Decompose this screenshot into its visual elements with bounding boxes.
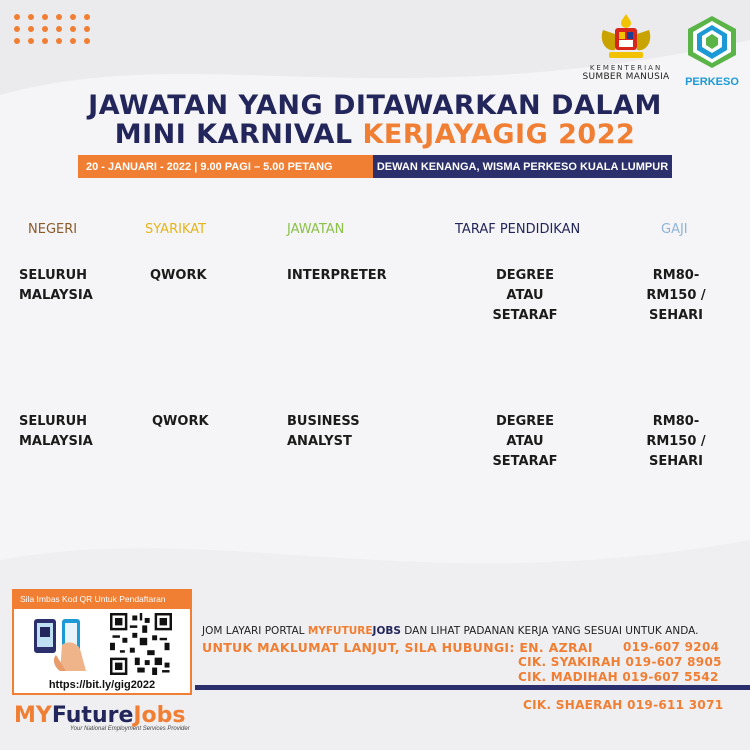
cell-gaji-line: RM150 / <box>646 288 706 303</box>
cell-negeri-line: MALAYSIA <box>19 288 93 303</box>
contact-madihah: CIK. MADIHAH 019-607 5542 <box>518 670 719 684</box>
qr-card-heading: Sila Imbas Kod QR Untuk Pendaftaran <box>14 591 190 609</box>
cell-gaji-line: RM150 / <box>646 434 706 449</box>
cell-negeri-line: SELURUH <box>19 414 88 429</box>
qr-url-link[interactable]: https://bit.ly/gig2022 <box>48 679 156 691</box>
coat-of-arms-icon <box>597 12 655 62</box>
cell-gaji-line: SEHARI <box>648 454 704 469</box>
cell-gaji-line: SEHARI <box>648 308 704 323</box>
ministry-name-line2: SUMBER MANUSIA <box>582 72 670 82</box>
ministry-name-line1: KEMENTERIAN <box>589 64 663 72</box>
contact-azrai-phone: 019-607 9204 <box>623 640 720 654</box>
myfuturejobs-logo <box>14 703 190 732</box>
jom-text-pre: JOM LAYARI PORTAL <box>202 625 308 637</box>
cell-taraf-line: SETARAF <box>492 308 558 323</box>
cell-negeri <box>19 266 93 306</box>
brand-my: MY <box>14 703 52 728</box>
page-title-line1: JAWATAN YANG DITAWARKAN DALAM <box>88 90 662 121</box>
cell-gaji <box>636 266 716 326</box>
cell-jawatan-line: BUSINESS <box>287 414 360 429</box>
brand-jobs: Jobs <box>133 703 186 728</box>
event-info-bar <box>78 155 672 178</box>
myfuturejobs-brand <box>14 703 190 728</box>
cell-taraf <box>485 266 565 326</box>
cell-gaji-line: RM80- <box>652 268 700 283</box>
phone-scan-icon <box>32 615 102 675</box>
header-taraf-pendidikan: TARAF PENDIDIKAN <box>455 222 581 237</box>
footer-divider <box>195 685 750 690</box>
cell-taraf-line: DEGREE <box>495 414 555 429</box>
cell-negeri <box>19 412 93 452</box>
page-title-line2 <box>0 119 750 150</box>
header-negeri: NEGERI <box>28 222 78 237</box>
cell-jawatan <box>287 412 360 452</box>
jom-brand-myfuture: MYFUTURE <box>307 625 373 637</box>
header-jawatan: JAWATAN <box>287 222 345 237</box>
cell-taraf-line: SETARAF <box>492 454 558 469</box>
contact-syakirah: CIK. SYAKIRAH 019-607 8905 <box>518 655 722 669</box>
title-main: MINI KARNIVAL <box>114 119 363 150</box>
cell-negeri-line: SELURUH <box>19 268 88 283</box>
cell-gaji <box>636 412 716 472</box>
cell-taraf-line: DEGREE <box>495 268 555 283</box>
cell-jawatan <box>287 266 387 286</box>
myfuturejobs-tagline: Your National Employment Services Provider <box>70 726 190 732</box>
brand-future: Future <box>51 703 134 728</box>
cell-syarikat: QWORK <box>152 414 209 429</box>
portal-invitation <box>202 625 698 637</box>
cell-jawatan-line: INTERPRETER <box>287 268 387 283</box>
title-accent: KERJAYAGIG 2022 <box>362 119 636 150</box>
jom-text-post: DAN LIHAT PADANAN KERJA YANG SESUAI UNTUK ANDA. <box>400 625 699 637</box>
perkeso-logo <box>682 14 742 86</box>
qr-registration-card[interactable] <box>12 589 192 695</box>
contact-heading: UNTUK MAKLUMAT LANJUT, SILA HUBUNGI: EN. AZRAI <box>202 640 593 655</box>
header-gaji: GAJI <box>661 222 688 237</box>
contact-shaerah: CIK. SHAERAH 019-611 3071 <box>523 698 724 712</box>
cell-taraf <box>485 412 565 472</box>
cell-taraf-line: ATAU <box>506 434 544 449</box>
header-syarikat: SYARIKAT <box>145 222 207 237</box>
cell-syarikat: QWORK <box>150 268 207 283</box>
decorative-dots <box>14 14 92 44</box>
cell-gaji-line: RM80- <box>652 414 700 429</box>
jom-brand-jobs: JOBS <box>372 625 401 637</box>
event-venue: DEWAN KENANGA, WISMA PERKESO KUALA LUMPUR <box>373 155 672 178</box>
perkeso-emblem-icon <box>684 14 740 70</box>
perkeso-label: PERKESO <box>685 76 739 88</box>
cell-taraf-line: ATAU <box>506 288 544 303</box>
event-date-time: 20 - JANUARI - 2022 | 9.00 PAGI – 5.00 PETANG <box>78 155 373 178</box>
qr-code-icon[interactable] <box>110 613 172 675</box>
cell-negeri-line: MALAYSIA <box>19 434 93 449</box>
ministry-logo <box>580 12 672 86</box>
cell-jawatan-line: ANALYST <box>287 434 352 449</box>
